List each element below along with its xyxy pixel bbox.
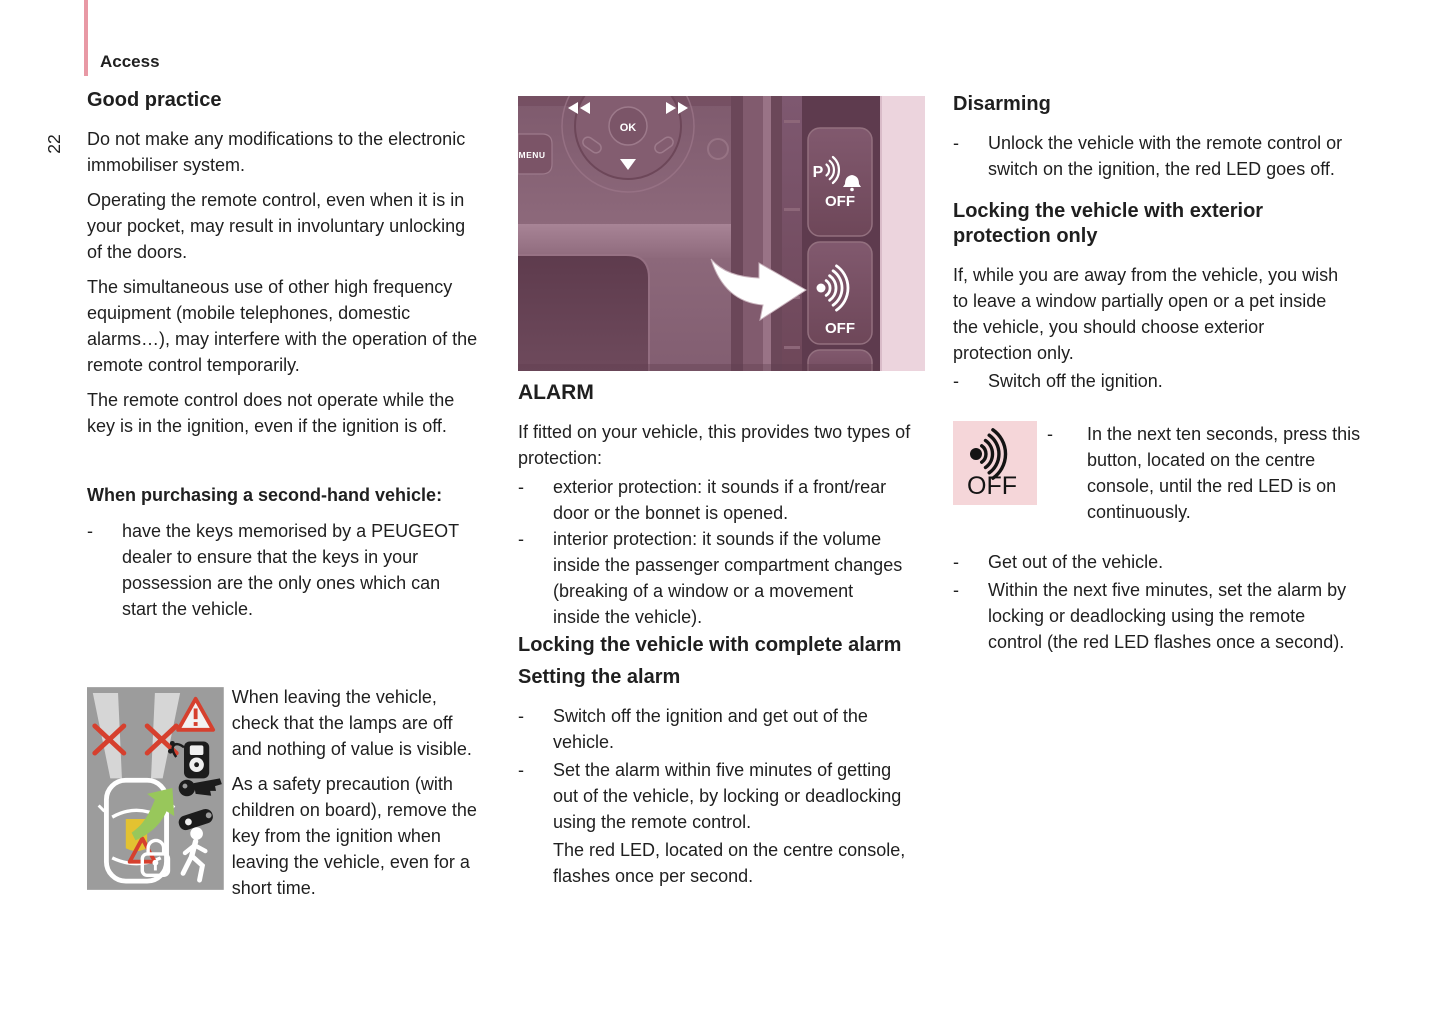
list-item — [1047, 421, 1365, 525]
bullet-dash: - — [953, 371, 959, 391]
centre-console-photo — [518, 96, 925, 371]
disarming-heading: Disarming — [953, 93, 1051, 115]
panel-groove — [731, 96, 743, 371]
list-item — [953, 368, 1348, 394]
band-edge — [880, 96, 882, 371]
locking-complete-heading: Locking the vehicle with complete alarm — [518, 634, 902, 656]
panel-strip — [782, 96, 802, 371]
list-item-text: Switch off the ignition. — [988, 371, 1163, 391]
parking-sensor-off-button — [808, 128, 872, 236]
console-shelf — [518, 224, 731, 258]
bullet-dash: - — [87, 521, 93, 541]
bullet-dash: - — [1047, 424, 1053, 444]
bullet-dash: - — [953, 552, 959, 572]
list-item — [518, 474, 930, 526]
alarm-off-button — [808, 242, 872, 344]
section-title: Access — [100, 52, 160, 71]
middle-column — [518, 96, 930, 889]
list-item — [518, 526, 930, 630]
list-item-text: exterior protection: it sounds if a front/rear door or the bonnet is opened. — [553, 477, 887, 523]
paragraph: If, while you are away from the vehicle, you wish to leave a window partially open or a pet inside the vehicle, you should choose exterior protection only. — [953, 265, 1339, 363]
paragraph: Operating the remote control, even when it is in your pocket, may result in involuntary unlocking of the doors. — [87, 190, 466, 262]
bullet-dash: - — [953, 133, 959, 153]
section-accent-bar — [84, 0, 88, 76]
panel-strip — [743, 96, 763, 371]
setting-note: The red LED, located on the centre console, flashes once per second. — [553, 840, 906, 886]
second-hand-heading: When purchasing a second-hand vehicle: — [87, 485, 443, 505]
list-item-text: Within the next five minutes, set the alarm by locking or deadlocking using the remote control (the red LED flashes once a second). — [988, 580, 1347, 652]
paragraph: Do not make any modifications to the electronic immobiliser system. — [87, 129, 466, 175]
good-practice-heading: Good practice — [87, 89, 222, 111]
alarm-heading: ALARM — [518, 381, 594, 404]
bullet-dash: - — [518, 760, 524, 780]
menu-button-label: MENU — [518, 150, 546, 160]
list-item — [87, 518, 462, 622]
paragraph: As a safety precaution (with children on board), remove the key from the ignition when leaving the vehicle, even for a short time. — [231, 774, 477, 898]
setting-alarm-heading: Setting the alarm — [518, 666, 681, 688]
console-screen — [518, 256, 648, 371]
panel-groove — [771, 96, 782, 371]
exterior-protection-heading: Locking the vehicle with exterior protection only — [953, 200, 1264, 247]
list-item — [953, 549, 1348, 575]
bullet-dash: - — [518, 529, 524, 549]
paragraph: When leaving the vehicle, check that the lamps are off and nothing of value is visible. — [231, 687, 472, 759]
list-item-text: have the keys memorised by a PEUGEOT dealer to ensure that the keys in your possession are the only ones which can start the vehicle. — [122, 521, 459, 619]
list-item — [518, 757, 930, 835]
list-item — [953, 130, 1348, 182]
off-label: OFF — [967, 472, 1017, 500]
list-item — [953, 577, 1348, 655]
safety-note-text — [232, 684, 482, 901]
safety-illustration — [87, 684, 224, 893]
paragraph: The simultaneous use of other high frequency equipment (mobile telephones, domestic alarms…), may interfere with the operation of the remote control temporarily. — [87, 277, 478, 375]
parking-off-label: OFF — [825, 193, 855, 210]
parking-icon: P — [812, 164, 824, 181]
list-item-text: Unlock the vehicle with the remote control or switch on the ignition, the red LED goes off. — [988, 133, 1343, 179]
alarm-off-button-icon — [953, 421, 1037, 505]
page-number: 22 — [43, 134, 64, 154]
list-item-text: Switch off the ignition and get out of the vehicle. — [553, 706, 868, 752]
bullet-dash: - — [518, 706, 524, 726]
photo-pink-band — [880, 96, 925, 371]
list-item-text: Get out of the vehicle. — [988, 552, 1164, 572]
safety-note-row — [87, 684, 482, 901]
list-item — [518, 703, 930, 755]
right-column — [953, 92, 1361, 655]
panel-bottom-shadow — [518, 364, 880, 371]
ok-button-label: OK — [619, 122, 637, 134]
menu-button — [518, 134, 552, 174]
bullet-dash: - — [518, 477, 524, 497]
alarm-off-instruction-row — [953, 421, 1361, 525]
alarm-off-label: OFF — [825, 320, 855, 337]
bullet-dash: - — [953, 580, 959, 600]
alarm-dot-icon — [817, 284, 826, 293]
list-item-text: interior protection: it sounds if the volume inside the passenger compartment changes (breaking of a window or a movement inside the vehicle). — [553, 529, 903, 627]
paragraph: The remote control does not operate while the key is in the ignition, even if the ignition is off. — [87, 390, 455, 436]
paragraph: If fitted on your vehicle, this provides two types of protection: — [518, 422, 911, 468]
list-item-text: Set the alarm within five minutes of getting out of the vehicle, by locking or deadlocking using the remote control. — [553, 760, 902, 832]
list-item-text: In the next ten seconds, press this button, located on the centre console, until the red LED is on continuously. — [1087, 424, 1361, 522]
panel-ridge — [763, 96, 771, 371]
left-column — [87, 88, 482, 901]
alarm-dot-icon — [970, 448, 982, 460]
